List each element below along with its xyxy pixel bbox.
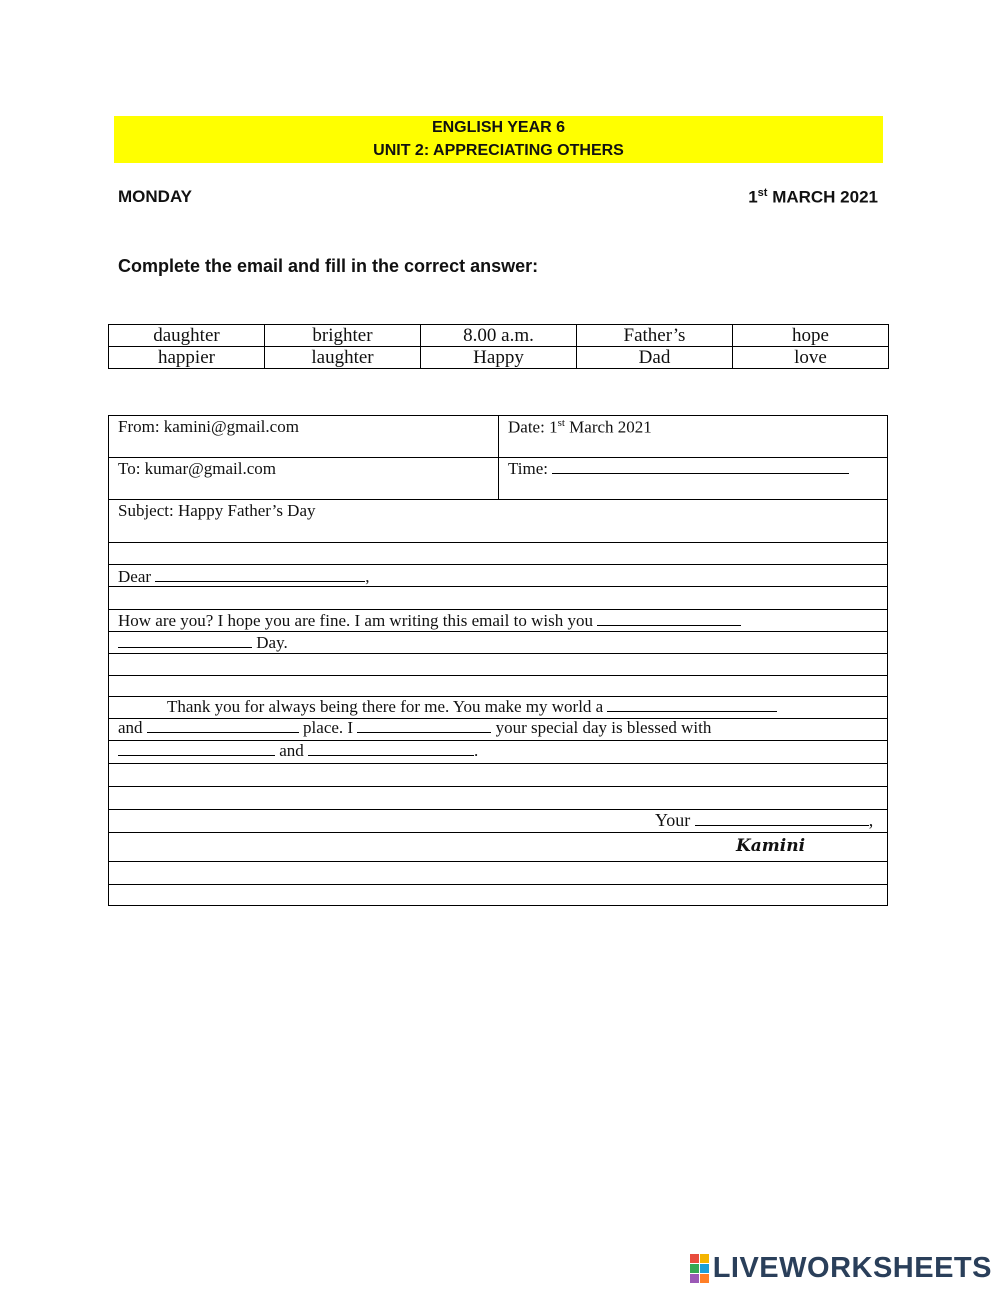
word-bank-cell: Father’s: [577, 325, 733, 347]
body-line-3: [167, 697, 777, 717]
word-bank-cell: brighter: [265, 325, 421, 347]
time-label: Time:: [508, 459, 549, 478]
word-bank-cell: daughter: [109, 325, 265, 347]
word-bank-cell: Dad: [577, 347, 733, 369]
email-form: [108, 415, 888, 906]
blessed-blank-2[interactable]: [308, 741, 474, 756]
body1-text: How are you? I hope you are fine. I am writing this email to wish you: [118, 611, 593, 630]
word-bank: [108, 324, 889, 369]
instruction: Complete the email and fill in the correct answer:: [118, 256, 539, 276]
logo-icon: [690, 1254, 709, 1283]
day-label: MONDAY: [118, 187, 192, 206]
word-bank-cell: Happy: [421, 347, 577, 369]
greeting-comma: ,: [365, 567, 370, 586]
body-line-4: [118, 718, 711, 738]
word-bank-row: [109, 325, 889, 347]
email-date-rest: March 2021: [569, 417, 652, 437]
body2-place: place. I: [303, 718, 354, 737]
place-blank[interactable]: [147, 718, 299, 733]
body2-and-2: and: [279, 741, 304, 760]
word-bank-cell: 8.00 a.m.: [421, 325, 577, 347]
world-blank[interactable]: [607, 697, 777, 712]
dear-label: Dear: [118, 567, 152, 586]
logo-square: [690, 1274, 699, 1283]
hope-blank[interactable]: [357, 718, 491, 733]
body2-and: and: [118, 718, 143, 737]
word-bank-cell: love: [733, 347, 889, 369]
body2-rest: your special day is blessed with: [495, 718, 712, 737]
logo-square: [690, 1264, 699, 1273]
liveworksheets-logo: [690, 1252, 992, 1285]
date-label: [748, 187, 878, 208]
signature: Kamini: [736, 836, 806, 856]
title-line-2: UNIT 2: APPRECIATING OTHERS: [373, 142, 624, 159]
email-time: [508, 459, 849, 479]
logo-square: [700, 1254, 709, 1263]
wish-blank[interactable]: [597, 611, 741, 626]
word-bank-cell: hope: [733, 325, 889, 347]
email-from: From: kamini@gmail.com: [118, 417, 299, 436]
body1-day: Day.: [256, 633, 288, 652]
your-label: Your: [655, 810, 691, 830]
blessed-blank-1[interactable]: [118, 741, 275, 756]
logo-square: [700, 1264, 709, 1273]
logo-text: LIVEWORKSHEETS: [712, 1252, 992, 1284]
logo-square: [690, 1254, 699, 1263]
title-banner: [114, 116, 883, 163]
email-date-suffix: st: [557, 417, 565, 429]
email-subject: Subject: Happy Father’s Day: [118, 501, 316, 520]
logo-square: [700, 1274, 709, 1283]
email-date: [508, 417, 652, 438]
body-line-1: [118, 611, 741, 631]
day-blank[interactable]: [118, 633, 252, 648]
closing-comma: ,: [868, 810, 874, 830]
date-month-year: MARCH 2021: [772, 187, 878, 207]
closing-line: [655, 810, 873, 831]
email-to: To: kumar@gmail.com: [118, 459, 276, 478]
dear-blank[interactable]: [155, 567, 365, 582]
time-blank[interactable]: [552, 459, 849, 474]
date-number: 1: [748, 187, 758, 207]
email-date-label: Date: 1: [508, 417, 558, 437]
word-bank-row: [109, 347, 889, 369]
body-line-5: [118, 741, 478, 761]
word-bank-cell: laughter: [265, 347, 421, 369]
your-blank[interactable]: [695, 811, 869, 826]
greeting-line: [118, 567, 370, 587]
title-line-1: ENGLISH YEAR 6: [431, 119, 566, 136]
body2-text: Thank you for always being there for me. You make my world a: [167, 697, 604, 716]
date-suffix: st: [757, 187, 768, 199]
word-bank-cell: happier: [109, 347, 265, 369]
body-line-2: [118, 633, 288, 653]
body2-period: .: [474, 741, 479, 760]
